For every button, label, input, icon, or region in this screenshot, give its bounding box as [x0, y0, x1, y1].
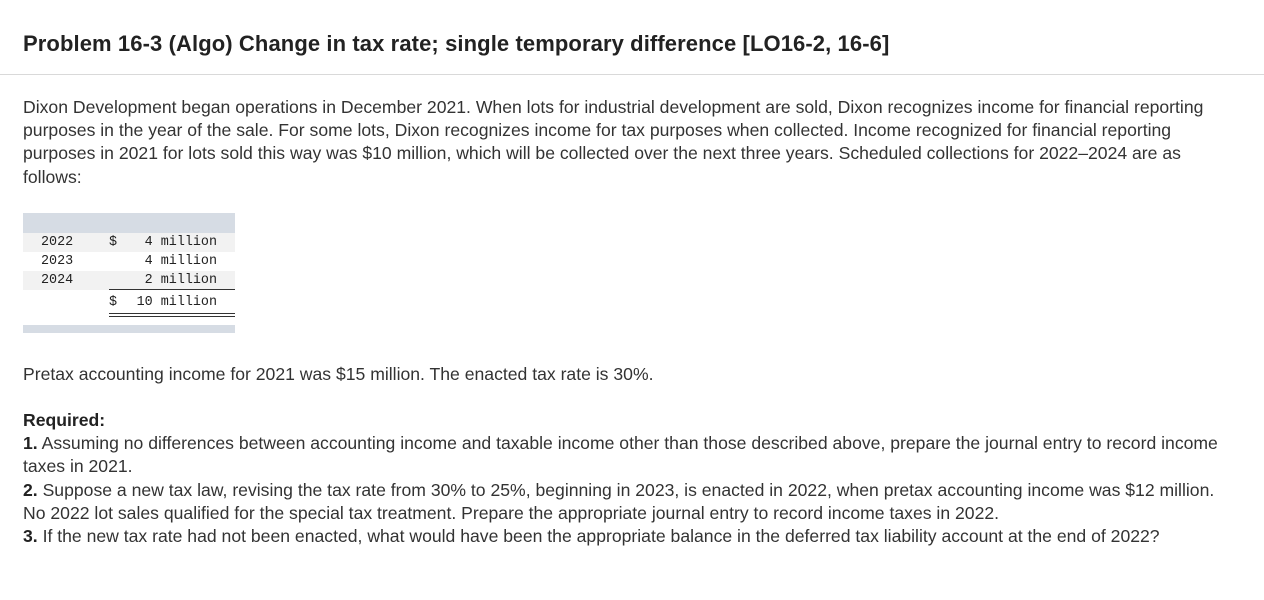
- problem-title: Problem 16-3 (Algo) Change in tax rate; single temporary difference [LO16-2, 16-6]: [23, 31, 890, 56]
- requirement-text: Suppose a new tax law, revising the tax rate from 30% to 25%, beginning in 2023, is enacted in 2022, when pretax accounting income was $12 million. No 2022 lot sales qualified for the special tax treatment. Prepare the appropriate journal entry to record income taxes in 2022.: [23, 479, 1215, 523]
- required-heading: Required:: [23, 410, 106, 430]
- requirement-item: [23, 525, 1223, 548]
- requirement-number: 1.: [23, 433, 38, 454]
- schedule-year: 2023: [41, 254, 74, 269]
- requirement-text: If the new tax rate had not been enacted, what would have been the appropriate balance in the deferred tax liability account at the end of 2022?: [37, 526, 1160, 547]
- requirement-item: [23, 432, 1223, 478]
- total-double-rule: [109, 316, 235, 317]
- subtotal-rule: [109, 289, 235, 290]
- schedule-footer-band: [23, 325, 235, 333]
- problem-intro: Dixon Development began operations in December 2021. When lots for industrial development are sold, Dixon recognizes income for financial reporting purposes in the year of the sale. For some lots, Dixon recognizes income for tax purposes when collected. Income recognized for financial reporting purposes in 2021 for lots sold this way was $10 million, which will be collected over the next three years. Scheduled collections for 2022–2024 are as follows:: [23, 97, 1204, 187]
- requirement-item: [23, 479, 1223, 525]
- schedule-total-amount: 10 million: [136, 295, 217, 310]
- schedule-dollar-sign: $: [109, 235, 118, 250]
- schedule-amount: 2 million: [144, 273, 217, 288]
- title-divider: [0, 74, 1264, 75]
- requirement-number: 2.: [23, 479, 38, 500]
- schedule-row-2022: [23, 233, 235, 252]
- schedule-dollar-sign: $: [109, 295, 118, 310]
- schedule-row-2023: [23, 252, 235, 271]
- schedule-year: 2022: [41, 235, 74, 250]
- schedule-row-2024: [23, 271, 235, 290]
- requirement-number: 3.: [23, 526, 38, 547]
- pretax-income-statement: Pretax accounting income for 2021 was $15 million. The enacted tax rate is 30%.: [23, 364, 654, 384]
- schedule-total-row: [23, 293, 235, 312]
- schedule-amount: 4 million: [144, 254, 217, 269]
- schedule-header-band: [23, 213, 235, 233]
- schedule-amount: 4 million: [144, 235, 217, 250]
- collections-schedule-table: [23, 233, 235, 325]
- requirement-text: Assuming no differences between accounting income and taxable income other than those described above, prepare the journal entry to record income taxes in 2021.: [23, 433, 1218, 477]
- total-double-rule: [109, 313, 235, 314]
- schedule-year: 2024: [41, 273, 74, 288]
- required-section: [23, 409, 1223, 548]
